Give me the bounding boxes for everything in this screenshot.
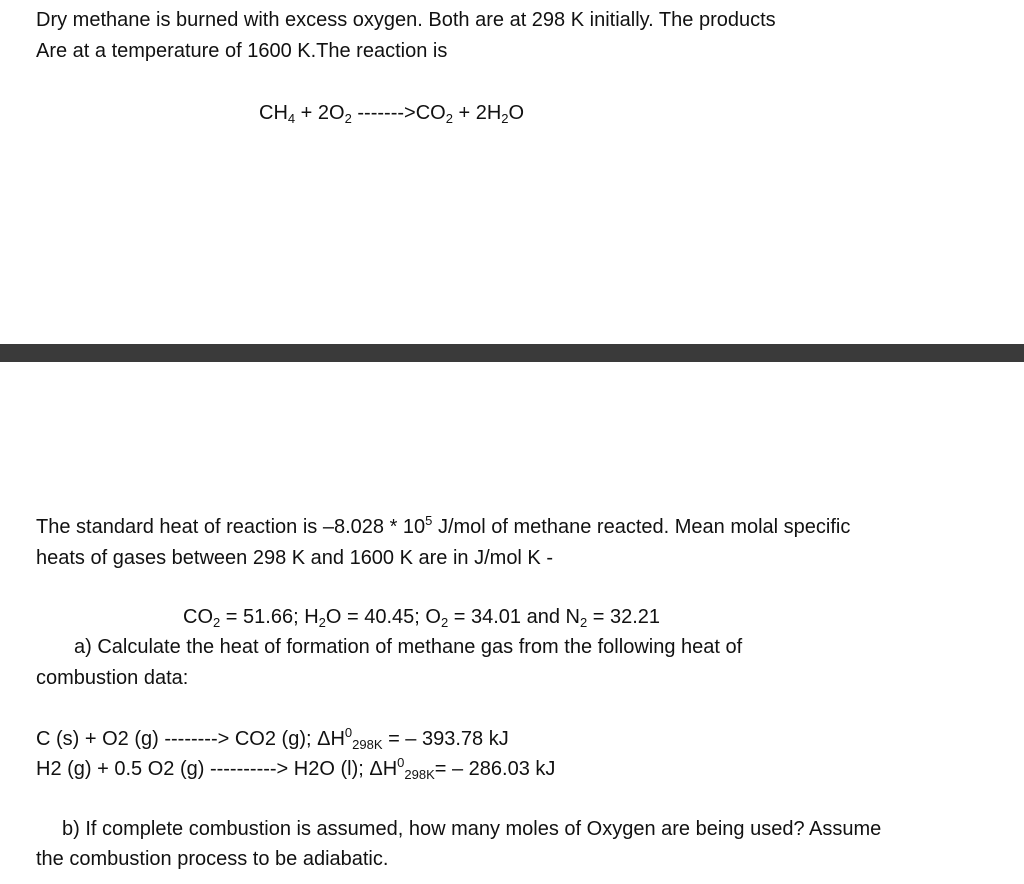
reaction-arrow-co: ------->CO xyxy=(351,102,446,124)
reaction-water-h: + 2H xyxy=(452,102,502,124)
reaction-h2-subscript: 2 xyxy=(501,111,509,126)
part-a-line-2: combustion data: xyxy=(36,667,189,689)
eq1-subscript: 298K xyxy=(352,737,383,752)
reaction-water-o: O xyxy=(508,102,525,124)
cp-n-value: = 32.21 xyxy=(587,606,661,628)
part-b-line-2: the combustion process to be adiabatic. xyxy=(36,848,389,870)
cp-co: CO xyxy=(183,606,213,628)
eq2-lhs: H2 (g) + 0.5 O2 (g) ----------> H2O (l); ΔH xyxy=(36,758,398,780)
intro-line-1: Dry methane is burned with excess oxygen. Both are at 298 K initially. The products xyxy=(36,9,776,31)
reaction-ch: CH xyxy=(259,102,288,124)
part-b-line-1: b) If complete combustion is assumed, how many moles of Oxygen are being used? Assume xyxy=(62,818,882,840)
cp-n-subscript: 2 xyxy=(579,615,588,630)
cp-co-subscript: 2 xyxy=(213,615,221,630)
cp-h-subscript: 2 xyxy=(318,615,326,630)
cp-h-value: O = 40.45; O xyxy=(325,606,441,628)
heat-line-2: heats of gases between 298 K and 1600 K are in J/mol K - xyxy=(36,547,553,569)
eq1-lhs: C (s) + O2 (g) --------> CO2 (g); ΔH xyxy=(36,728,345,750)
heat-line-1-start: The standard heat of reaction is –8.028 * 10 xyxy=(36,516,426,538)
eq1-rhs: = – 393.78 kJ xyxy=(382,728,509,750)
heat-exponent: 5 xyxy=(425,513,433,528)
heat-line-1-end: J/mol of methane reacted. Mean molal specific xyxy=(432,516,851,538)
cp-co-value: = 51.66; H xyxy=(220,606,319,628)
reaction-o2-subscript: 2 xyxy=(344,111,352,126)
eq2-superscript: 0 xyxy=(397,755,405,770)
cp-o-subscript: 2 xyxy=(440,615,449,630)
reaction-ch-subscript: 4 xyxy=(287,111,296,126)
part-a-line-1: a) Calculate the heat of formation of methane gas from the following heat of xyxy=(74,636,743,658)
eq2-rhs: = – 286.03 kJ xyxy=(434,758,556,780)
reaction-co2-subscript: 2 xyxy=(445,111,453,126)
combustion-equation-hydrogen xyxy=(36,757,555,781)
eq1-superscript: 0 xyxy=(344,725,353,740)
heat-line-1 xyxy=(36,515,850,539)
intro-line-2: Are at a temperature of 1600 K.The reaction is xyxy=(36,40,448,62)
combustion-equation-carbon xyxy=(36,727,509,751)
cp-o-value: = 34.01 and N xyxy=(448,606,580,628)
eq2-subscript: 298K xyxy=(404,767,435,782)
reaction-equation xyxy=(259,101,524,125)
reaction-oxygen: + 2O xyxy=(295,102,345,124)
page-divider xyxy=(0,344,1024,362)
specific-heats-line xyxy=(183,605,660,629)
